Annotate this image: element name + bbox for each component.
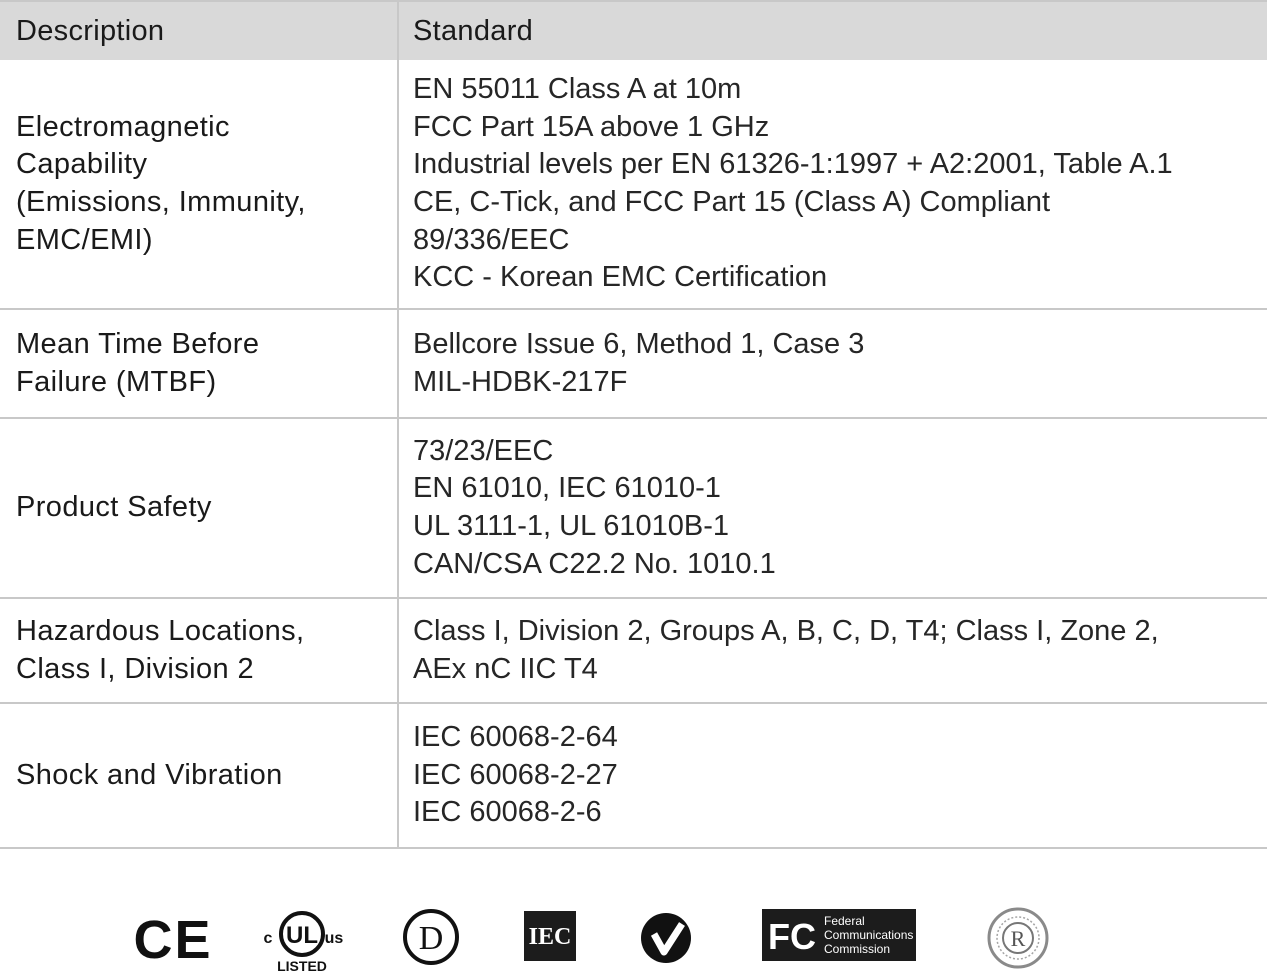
registered-text: R — [1010, 926, 1026, 951]
description-cell — [0, 703, 398, 848]
standard-line: EN 55011 Class A at 10m — [413, 73, 742, 106]
header-standard: Standard — [398, 1, 1267, 60]
description-line: EMC/EMI) — [16, 223, 153, 256]
fcc-fc-text: FC — [768, 916, 816, 957]
iec-logo-icon — [523, 910, 577, 962]
header-description: Description — [0, 1, 398, 60]
standard-cell — [398, 60, 1267, 309]
ul-text: UL — [286, 922, 318, 949]
ul-listed-text: LISTED — [277, 958, 327, 974]
table-row — [0, 703, 1267, 848]
description-line: (Emissions, Immunity, — [16, 186, 306, 218]
standard-line: 73/23/EEC — [413, 434, 554, 467]
standard-line: Bellcore Issue 6, Method 1, Case 3 — [413, 327, 865, 360]
registered-quality-icon — [986, 906, 1050, 970]
ul-us-text: us — [324, 930, 344, 947]
standard-cell — [398, 309, 1267, 418]
standard-line: Industrial levels per EN 61326-1:1997 + A2:2001, Table A.1 — [413, 148, 1173, 181]
standard-line: UL 3111-1, UL 61010B-1 — [413, 510, 729, 542]
standard-line: CAN/CSA C22.2 No. 1010.1 — [413, 547, 776, 580]
standard-line: 89/336/EEC — [413, 223, 570, 256]
standard-cell — [398, 598, 1267, 703]
description-line: Hazardous Locations, — [16, 614, 305, 647]
table-row — [0, 418, 1267, 598]
table-row — [0, 598, 1267, 703]
fcc-line2: Communications — [824, 928, 914, 942]
fcc-logo-icon — [762, 909, 916, 961]
standard-line: IEC 60068-2-27 — [413, 758, 618, 791]
ul-listed-icon — [256, 902, 348, 974]
standard-cell — [398, 418, 1267, 598]
certification-logos — [0, 900, 1267, 974]
fcc-line3: Commission — [824, 942, 891, 956]
standard-line: KCC - Korean EMC Certification — [413, 261, 828, 294]
description-line: Capability — [16, 148, 148, 181]
description-line: Class I, Division 2 — [16, 652, 255, 685]
iec-text: IEC — [528, 924, 572, 950]
ce-mark-icon — [133, 908, 213, 970]
description-cell — [0, 309, 398, 418]
standard-line: CE, C-Tick, and FCC Part 15 (Class A) Compliant — [413, 186, 1051, 218]
fcc-line1: Federal — [824, 914, 865, 928]
standard-line: AEx nC IIC T4 — [413, 652, 598, 685]
description-line: Electromagnetic — [16, 110, 230, 143]
standard-line: MIL-HDBK-217F — [413, 365, 628, 398]
table-row — [0, 60, 1267, 309]
standard-line: Class I, Division 2, Groups A, B, C, D, T4; Class I, Zone 2, — [413, 614, 1159, 647]
ce-mark-text: CE — [133, 910, 213, 970]
standard-line: IEC 60068-2-6 — [413, 796, 602, 829]
description-cell — [0, 418, 398, 598]
standard-line: EN 61010, IEC 61010-1 — [413, 472, 721, 505]
standard-line: IEC 60068-2-64 — [413, 721, 618, 754]
standard-cell — [398, 703, 1267, 848]
description-line: Product Safety — [16, 491, 212, 524]
c-tick-icon — [638, 908, 694, 968]
description-line: Failure (MTBF) — [16, 365, 217, 398]
table-row — [0, 309, 1267, 418]
d-mark-text: D — [418, 920, 444, 957]
description-line: Mean Time Before — [16, 327, 260, 360]
standard-line: FCC Part 15A above 1 GHz — [413, 110, 770, 143]
header-row — [0, 1, 1267, 60]
description-cell — [0, 598, 398, 703]
description-line: Shock and Vibration — [16, 758, 283, 791]
ul-c-text: c — [263, 930, 273, 947]
d-mark-icon — [400, 906, 462, 968]
description-cell — [0, 60, 398, 309]
